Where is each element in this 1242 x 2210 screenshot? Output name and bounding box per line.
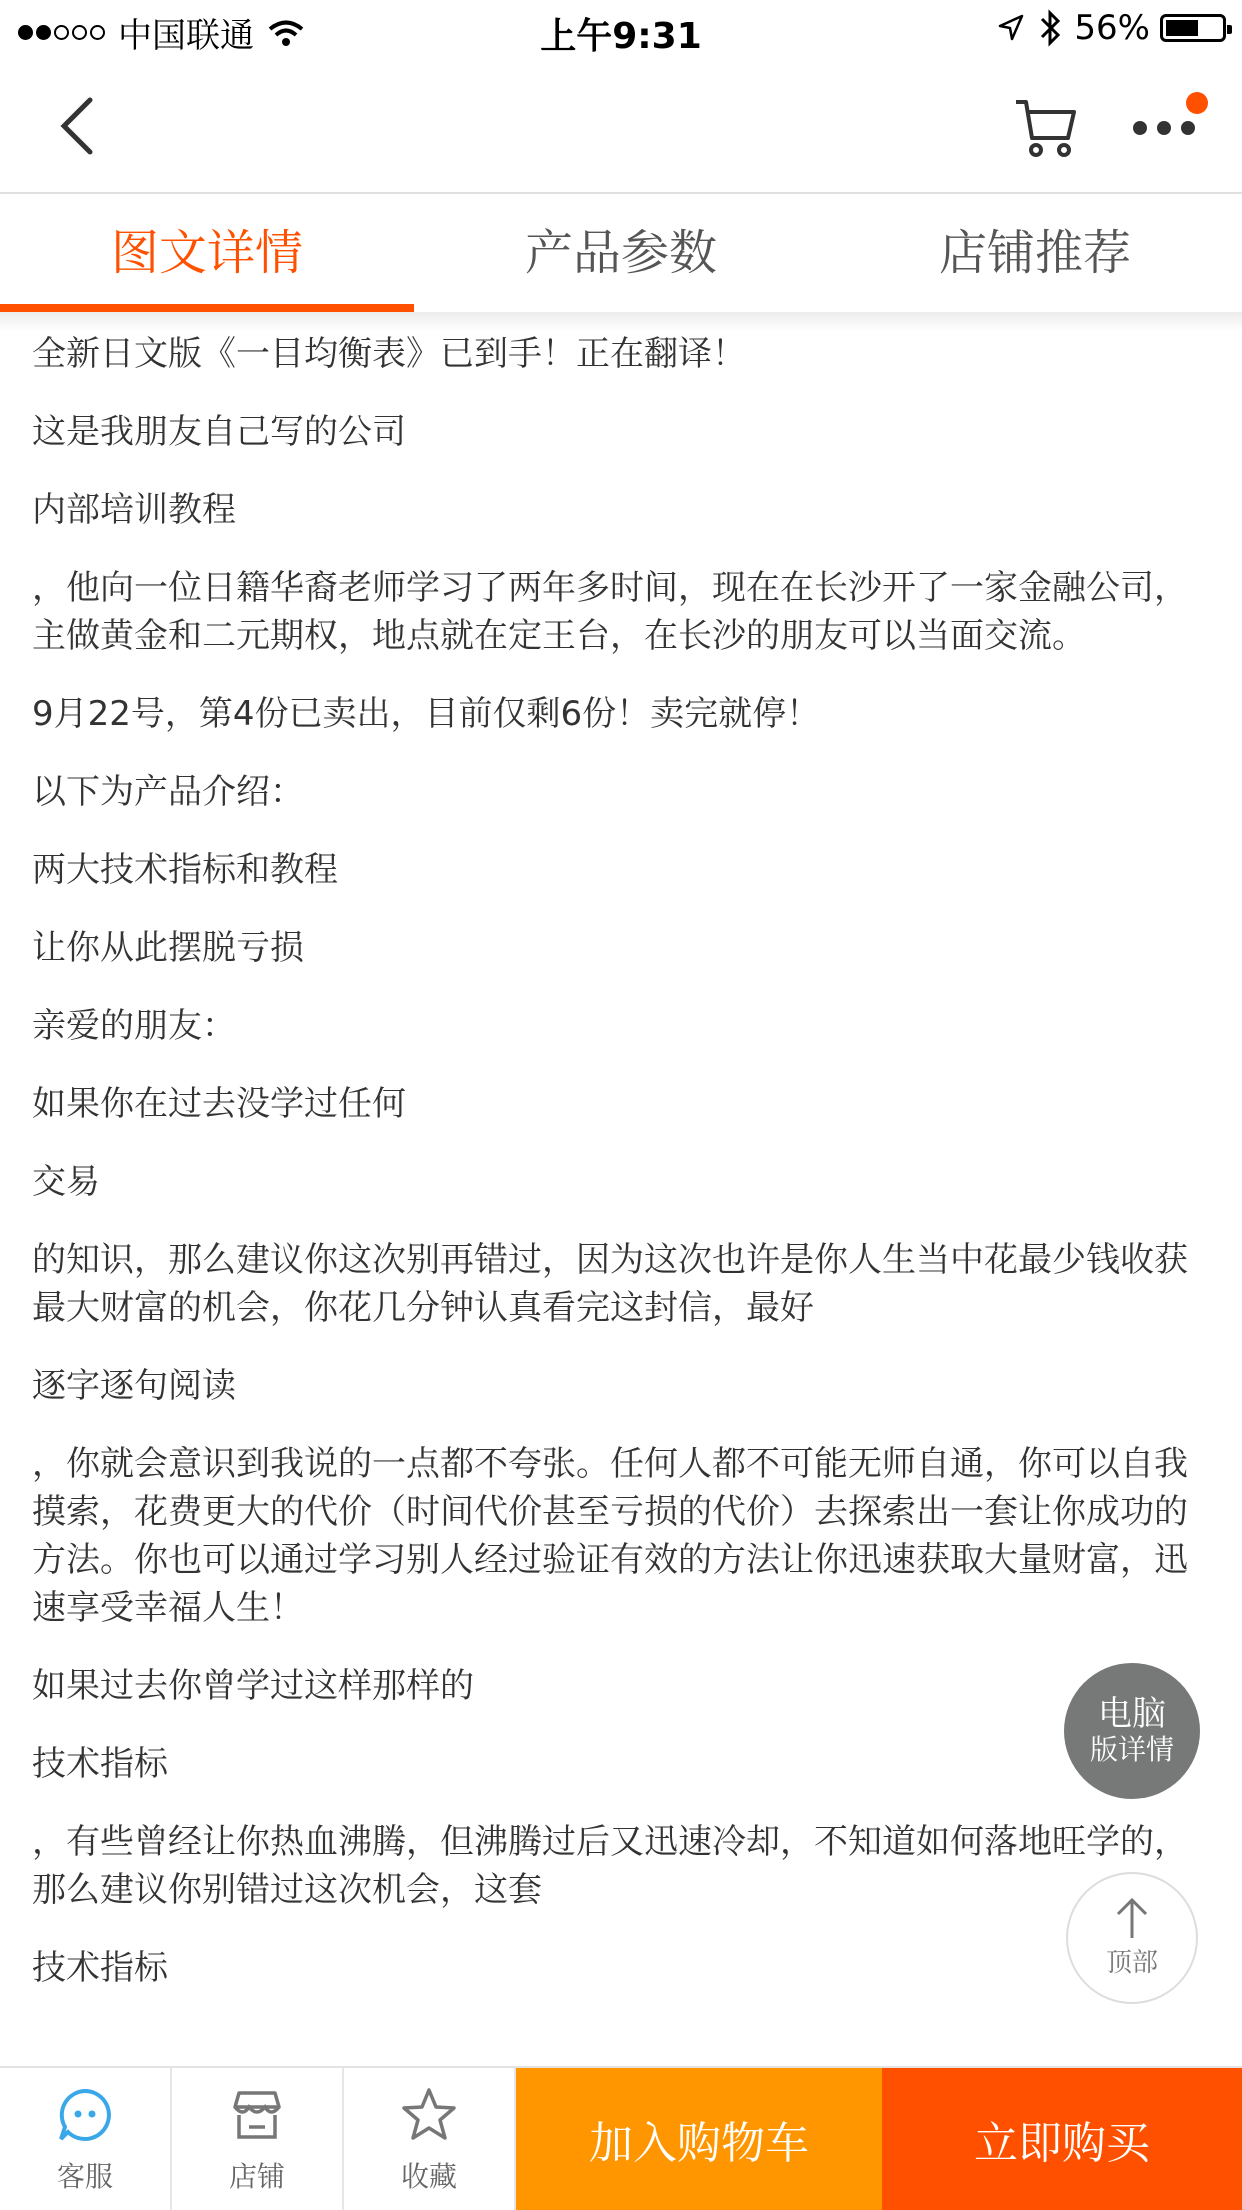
add-to-cart-button[interactable]: 加入购物车 [516, 2068, 882, 2210]
tab-product-params[interactable]: 产品参数 [524, 225, 717, 281]
pc-detail-line2: 版详情 [1089, 1733, 1174, 1766]
favorite-label: 收藏 [400, 2160, 457, 2193]
star-icon [400, 2086, 458, 2144]
shop-label: 店铺 [228, 2160, 285, 2193]
paragraph: 逐字逐句阅读 [32, 1366, 236, 1406]
paragraph: 的知识，那么建议你这次别再错过，因为这次也许是你人生当中花最少钱收获最大财富的机会，你花几分钟认真看完这封信，最好 [32, 1240, 1188, 1328]
buy-now-button[interactable]: 立即购买 [882, 2068, 1242, 2210]
more-icon[interactable] [1132, 116, 1196, 140]
battery-icon [1160, 14, 1226, 42]
paragraph: ，他向一位日籍华裔老师学习了两年多时间，现在在长沙开了一家金融公司，主做黄金和二元期权，地点就在定王台，在长沙的朋友可以当面交流。 [32, 568, 1188, 656]
tab-shop-recommend[interactable]: 店铺推荐 [938, 225, 1131, 281]
arrow-up-icon [1112, 1896, 1152, 1940]
tab-graphic-details[interactable]: 图文详情 [0, 194, 414, 312]
paragraph: 以下为产品介绍： [32, 772, 304, 812]
paragraph: 交易 [32, 1162, 100, 1202]
detail-content [32, 330, 1192, 2050]
shop-button[interactable] [172, 2068, 344, 2210]
tab-bar [0, 194, 1242, 314]
nav-bar [0, 60, 1242, 194]
status-time: 上午9:31 [540, 16, 702, 57]
paragraph: ，有些曾经让你热血沸腾，但沸腾过后又迅速冷却，不知道如何落地旺学的，那么建议你别错过这次机会，这套 [32, 1822, 1188, 1910]
paragraph: 全新日文版《一目均衡表》已到手！正在翻译！ [32, 334, 746, 374]
tab-divider [0, 312, 1242, 332]
paragraph: 内部培训教程 [32, 490, 236, 530]
customer-service-label: 客服 [56, 2160, 113, 2193]
paragraph: ，你就会意识到我说的一点都不夸张。任何人都不可能无师自通，你可以自我摸索，花费更大的代价（时间代价甚至亏损的代价）去探索出一套让你成功的方法。你也可以通过学习别人经过验证有效的方法让你迅速获取大量财富，迅速享受幸福人生！ [32, 1444, 1188, 1628]
status-bar [0, 0, 1242, 60]
bottom-action-bar [0, 2066, 1242, 2210]
pc-detail-line1: 电脑 [1098, 1694, 1166, 1734]
back-icon[interactable] [50, 96, 110, 156]
back-to-top-label: 顶部 [1105, 1948, 1158, 1978]
chat-bubble-icon [56, 2086, 114, 2144]
paragraph: 这是我朋友自己写的公司 [32, 412, 406, 452]
favorite-button[interactable] [344, 2068, 516, 2210]
notification-dot [1186, 92, 1208, 114]
status-right [996, 8, 1226, 48]
cart-icon[interactable] [1014, 96, 1078, 160]
paragraph: 两大技术指标和教程 [32, 850, 338, 890]
store-icon [229, 2087, 285, 2143]
customer-service-button[interactable] [0, 2068, 172, 2210]
carrier-label: 中国联通 [118, 16, 254, 56]
paragraph: 让你从此摆脱亏损 [32, 928, 304, 968]
paragraph: 技术指标 [32, 1948, 168, 1988]
back-to-top-button[interactable] [1066, 1872, 1198, 2004]
location-arrow-icon [996, 13, 1026, 43]
paragraph: 如果你在过去没学过任何 [32, 1084, 406, 1124]
paragraph: 9月22号，第4份已卖出，目前仅剩6份！卖完就停！ [32, 694, 821, 734]
battery-label: 56% [1074, 8, 1150, 48]
pc-detail-button[interactable] [1064, 1663, 1200, 1799]
paragraph: 亲爱的朋友： [32, 1006, 236, 1046]
bluetooth-icon [1038, 9, 1064, 47]
paragraph: 如果过去你曾学过这样那样的 [32, 1666, 474, 1706]
paragraph: 技术指标 [32, 1744, 168, 1784]
